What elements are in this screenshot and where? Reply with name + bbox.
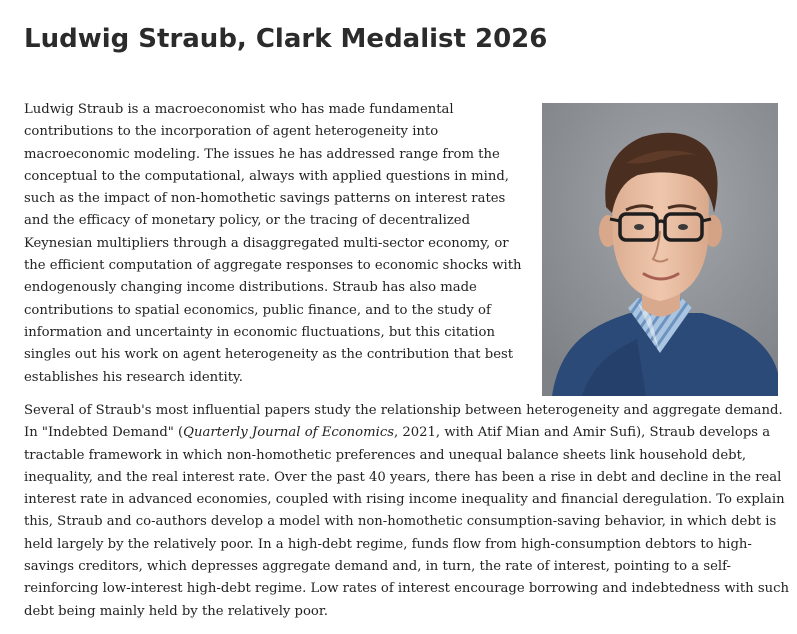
paragraph-intro: Ludwig Straub is a macroeconomist who has made fundamental contributions to the incorporation of agent heterogeneity into macroeconomic modeling. The issues he has addressed range from the conceptual to the computational, always with applied questions in mind, such as the impact of non-homothetic savings patterns on interest rates and the efficacy of monetary policy, or the tracing of decentralized Keynesian multipliers through a disaggregated multi-sector economy, or the efficient computation of aggregate responses to economic shocks with endogenously changing income distributions. Straub has also made contributions to spatial economics, public finance, and to the study of information and uncertainty in economic fluctuations, but this citation singles out his work on agent heterogeneity as the contribution that best establishes his research identity. [24,102,522,385]
paragraph-indebted-demand [24,400,790,623]
journal-title: Quarterly Journal of Economics [183,425,394,441]
paragraph-2-rest: , 2021, with Atif Mian and Amir Sufi), Straub develops a tractable framework in which non-homothetic preferences and unequal balance sheets link household debt, inequality, and the real interest rate. Over the past 40 years, there has been a rise in debt and decline in the real interest rate in advanced economies, coupled with rising income inequality and financial deregulation. To explain this, Straub and co-authors develop a model with non-homothetic consumption-saving behavior, in which debt is held largely by the relatively poor. In a high-debt regime, funds flow from high-consumption debtors to high-savings creditors, which depresses aggregate demand and, in turn, the rate of interest, pointing to a self-reinforcing low-interest high-debt regime. Low rates of interest encourage borrowing and indebtedness with such debt being mainly held by the relatively poor. [24,425,789,619]
portrait-photo [542,103,778,396]
page-title: Ludwig Straub, Clark Medalist 2026 [24,24,548,54]
paragraph-2-lead: Several of Straub's most influential papers study the relationship between heterogeneity and aggregate demand. In "Indebted Demand" ( [24,403,783,441]
portrait-photo-icon [542,103,778,396]
